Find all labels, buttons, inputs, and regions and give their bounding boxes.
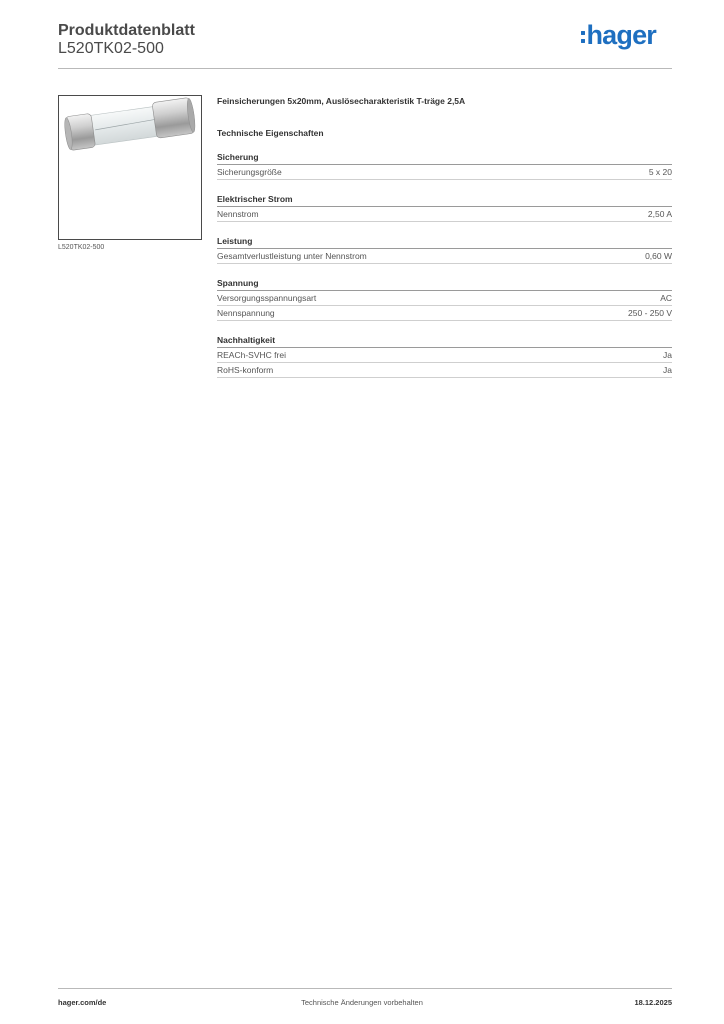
row-label: Gesamtverlustleistung unter Nennstrom bbox=[217, 251, 367, 261]
table-row bbox=[217, 291, 672, 306]
row-value: AC bbox=[660, 293, 672, 303]
table-row bbox=[217, 363, 672, 378]
table-row bbox=[217, 306, 672, 321]
row-label: Versorgungsspannungsart bbox=[217, 293, 317, 303]
group-title: Elektrischer Strom bbox=[217, 194, 672, 207]
page-title: Produktdatenblatt bbox=[58, 22, 195, 39]
row-value: 5 x 20 bbox=[648, 167, 672, 177]
group-title: Spannung bbox=[217, 278, 672, 291]
group-spannung bbox=[217, 278, 672, 321]
table-row bbox=[217, 249, 672, 264]
glass-fuse-icon bbox=[59, 96, 201, 239]
tech-section-title: Technische Eigenschaften bbox=[217, 128, 324, 138]
logo-dots-icon bbox=[581, 31, 585, 43]
product-image bbox=[58, 95, 202, 240]
header-divider bbox=[58, 68, 672, 69]
product-number: L520TK02-500 bbox=[58, 40, 164, 57]
group-title: Leistung bbox=[217, 236, 672, 249]
row-label: Nennstrom bbox=[217, 209, 259, 219]
hager-logo bbox=[581, 20, 656, 50]
row-label: RoHS-konform bbox=[217, 365, 274, 375]
group-title: Sicherung bbox=[217, 152, 672, 165]
row-value: 2,50 A bbox=[647, 209, 672, 219]
group-sicherung bbox=[217, 152, 672, 180]
group-nachhaltigkeit bbox=[217, 335, 672, 378]
logo-text: hager bbox=[586, 20, 656, 50]
group-title: Nachhaltigkeit bbox=[217, 335, 672, 348]
row-label: REACh-SVHC frei bbox=[217, 350, 286, 360]
footer-date: 18.12.2025 bbox=[634, 998, 672, 1007]
group-elektrischer-strom bbox=[217, 194, 672, 222]
row-value: 0,60 W bbox=[645, 251, 672, 261]
image-caption: L520TK02-500 bbox=[58, 244, 105, 251]
product-description: Feinsicherungen 5x20mm, Auslösecharakteristik T-träge 2,5A bbox=[217, 96, 466, 106]
product-details bbox=[217, 92, 672, 378]
table-row bbox=[217, 165, 672, 180]
website-link[interactable]: hager.com/de bbox=[58, 998, 107, 1007]
group-leistung bbox=[217, 236, 672, 264]
row-value: Ja bbox=[663, 365, 672, 375]
row-value: Ja bbox=[663, 350, 672, 360]
table-row bbox=[217, 348, 672, 363]
row-label: Sicherungsgröße bbox=[217, 167, 282, 177]
table-row bbox=[217, 207, 672, 222]
page-header bbox=[58, 20, 672, 70]
footer-disclaimer: Technische Änderungen vorbehalten bbox=[301, 998, 423, 1007]
row-label: Nennspannung bbox=[217, 308, 275, 318]
footer-divider bbox=[58, 988, 672, 989]
row-value: 250 - 250 V bbox=[628, 308, 672, 318]
